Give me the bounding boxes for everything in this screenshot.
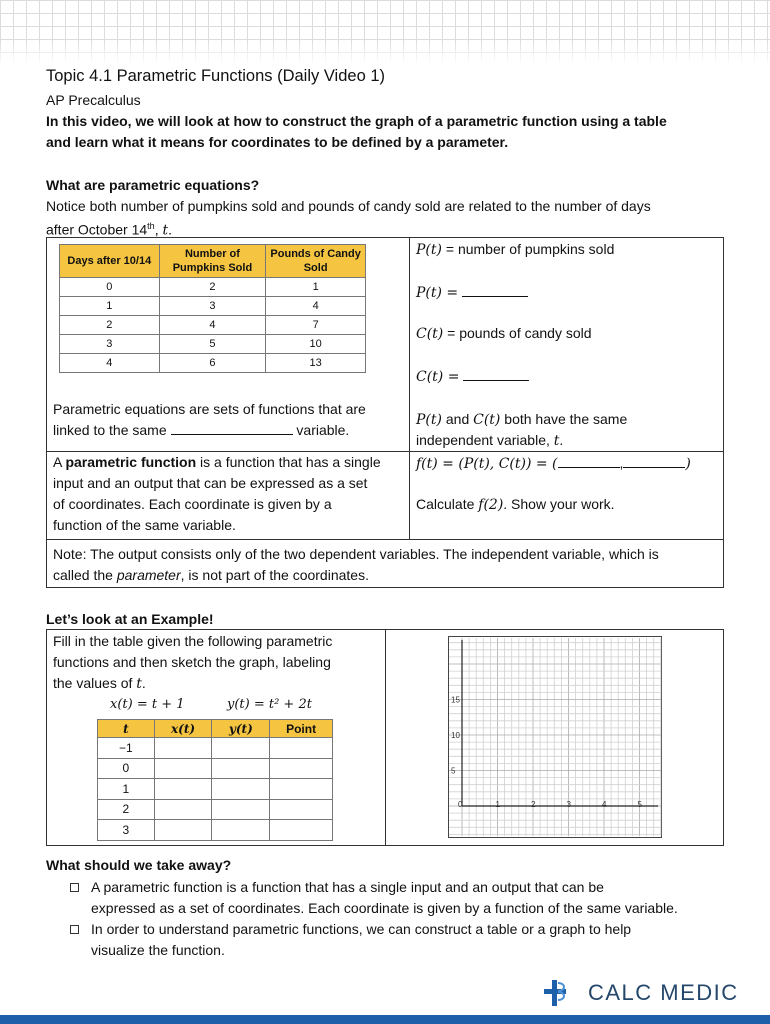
x-tick-label: 2: [531, 800, 536, 809]
table-row: 4 6 13: [60, 354, 366, 373]
coordinate-grid[interactable]: [448, 636, 662, 838]
header-point: Point: [270, 720, 333, 738]
definition-line-2: input and an output that can be expressed as a set: [53, 475, 368, 491]
table-row: 3 5 10: [60, 335, 366, 354]
takeaway-2-line-1: In order to understand parametric functions, we can construct a table or a graph to help: [91, 921, 632, 937]
vertical-divider: [409, 237, 410, 539]
intro-line-2: and learn what it means for coordinates to be defined by a parameter.: [46, 134, 509, 150]
pumpkin-candy-table: [59, 244, 366, 373]
calculate-f2: Calculate f(2). Show your work.: [416, 496, 615, 513]
x-cell[interactable]: [154, 758, 212, 779]
table-row: 3: [98, 820, 333, 841]
note-line-2: called the parameter, is not part of the coordinates.: [53, 567, 369, 583]
y-tick-label: 15: [451, 695, 460, 705]
y-tick-label: 5: [451, 766, 456, 776]
course-name: AP Precalculus: [46, 92, 141, 108]
same-variable-note-2: independent variable, t.: [416, 432, 564, 449]
y-cell[interactable]: [212, 779, 270, 800]
header-x: x(t): [154, 720, 212, 738]
example-table: [97, 719, 333, 841]
header-days: Days after 10/14: [60, 245, 160, 278]
table-row: 2 4 7: [60, 316, 366, 335]
example-line-1: Fill in the table given the following parametric: [53, 633, 333, 649]
page-title: Topic 4.1 Parametric Functions (Daily Video 1): [46, 67, 386, 85]
x-tick-label: 0: [458, 800, 463, 809]
x-cell[interactable]: [154, 779, 212, 800]
notice-line-2: after October 14th, t.: [46, 221, 172, 239]
point-cell[interactable]: [270, 799, 333, 820]
table-row: 0: [98, 758, 333, 779]
takeaway-1-line-2: expressed as a set of coordinates. Each coordinate is given by a function of the same variable.: [91, 900, 678, 916]
header-y: y(t): [212, 720, 270, 738]
y-cell[interactable]: [212, 738, 270, 759]
c-equation-blank: C(t) =: [416, 366, 529, 388]
takeaway-1-line-1: A parametric function is a function that has a single input and an output that can be: [91, 879, 604, 895]
bullet-checkbox: [70, 883, 79, 892]
example-heading: Let’s look at an Example!: [46, 611, 214, 627]
f-equation: f(t) = (P(t), C(t)) = ( , ): [416, 455, 691, 472]
footer-bar: [0, 1015, 770, 1024]
p-equation-blank: P(t) =: [416, 282, 528, 304]
table-row: 1: [98, 779, 333, 800]
y-cell[interactable]: [212, 820, 270, 841]
table-row: −1: [98, 738, 333, 759]
point-cell[interactable]: [270, 738, 333, 759]
calc-medic-logo-icon: [542, 977, 578, 1009]
x-tick-label: 3: [566, 800, 571, 809]
point-cell[interactable]: [270, 820, 333, 841]
takeaway-heading: What should we take away?: [46, 857, 232, 873]
table-row: 0 2 1: [60, 278, 366, 297]
same-variable-note: P(t) and C(t) both have the same: [416, 411, 628, 428]
section-heading-parametric: What are parametric equations?: [46, 177, 260, 193]
header-candy: Pounds of Candy Sold: [266, 245, 366, 278]
takeaway-2-line-2: visualize the function.: [91, 942, 225, 958]
parametric-equations-line-2: linked to the same variable.: [53, 422, 350, 438]
x-tick-label: 5: [637, 800, 642, 809]
point-cell[interactable]: [270, 779, 333, 800]
example-line-3: the values of t.: [53, 675, 146, 692]
y-cell[interactable]: [212, 758, 270, 779]
table-row: 1 3 4: [60, 297, 366, 316]
example-divider: [385, 629, 386, 846]
header-t: t: [98, 720, 155, 738]
x-cell[interactable]: [154, 738, 212, 759]
brand-name: CALC MEDIC: [588, 980, 739, 1005]
definition-line-4: function of the same variable.: [53, 517, 236, 533]
y-tick-label: 10: [451, 731, 460, 740]
point-cell[interactable]: [270, 758, 333, 779]
intro-line-1: In this video, we will look at how to construct the graph of a parametric function using a table: [46, 113, 667, 129]
y-cell[interactable]: [212, 799, 270, 820]
notice-line-1: Notice both number of pumpkins sold and pounds of candy sold are related to the number of days: [46, 198, 651, 214]
x-tick-label: 4: [602, 800, 607, 809]
graph-paper-header-band: [0, 0, 770, 64]
table-row: 2: [98, 799, 333, 820]
example-line-2: functions and then sketch the graph, labeling: [53, 654, 331, 670]
x-tick-label: 1: [495, 800, 500, 809]
x-cell[interactable]: [154, 799, 212, 820]
c-definition: C(t) = pounds of candy sold: [416, 325, 592, 342]
definition-line-3: of coordinates. Each coordinate is given by a: [53, 496, 332, 512]
x-equation: x(t) = t + 1: [110, 697, 185, 712]
row-divider-2: [46, 539, 724, 540]
p-definition: P(t) = number of pumpkins sold: [416, 241, 615, 258]
header-pumpkins: Number of Pumpkins Sold: [159, 245, 266, 278]
x-cell[interactable]: [154, 820, 212, 841]
y-equation: y(t) = t² + 2t: [227, 697, 312, 712]
note-line-1: Note: The output consists only of the two dependent variables. The independent variable, which is: [53, 546, 659, 562]
bullet-checkbox: [70, 925, 79, 934]
parametric-equations-line-1: Parametric equations are sets of functions that are: [53, 401, 366, 417]
definition-line-1: A parametric function is a function that has a single: [53, 454, 381, 470]
